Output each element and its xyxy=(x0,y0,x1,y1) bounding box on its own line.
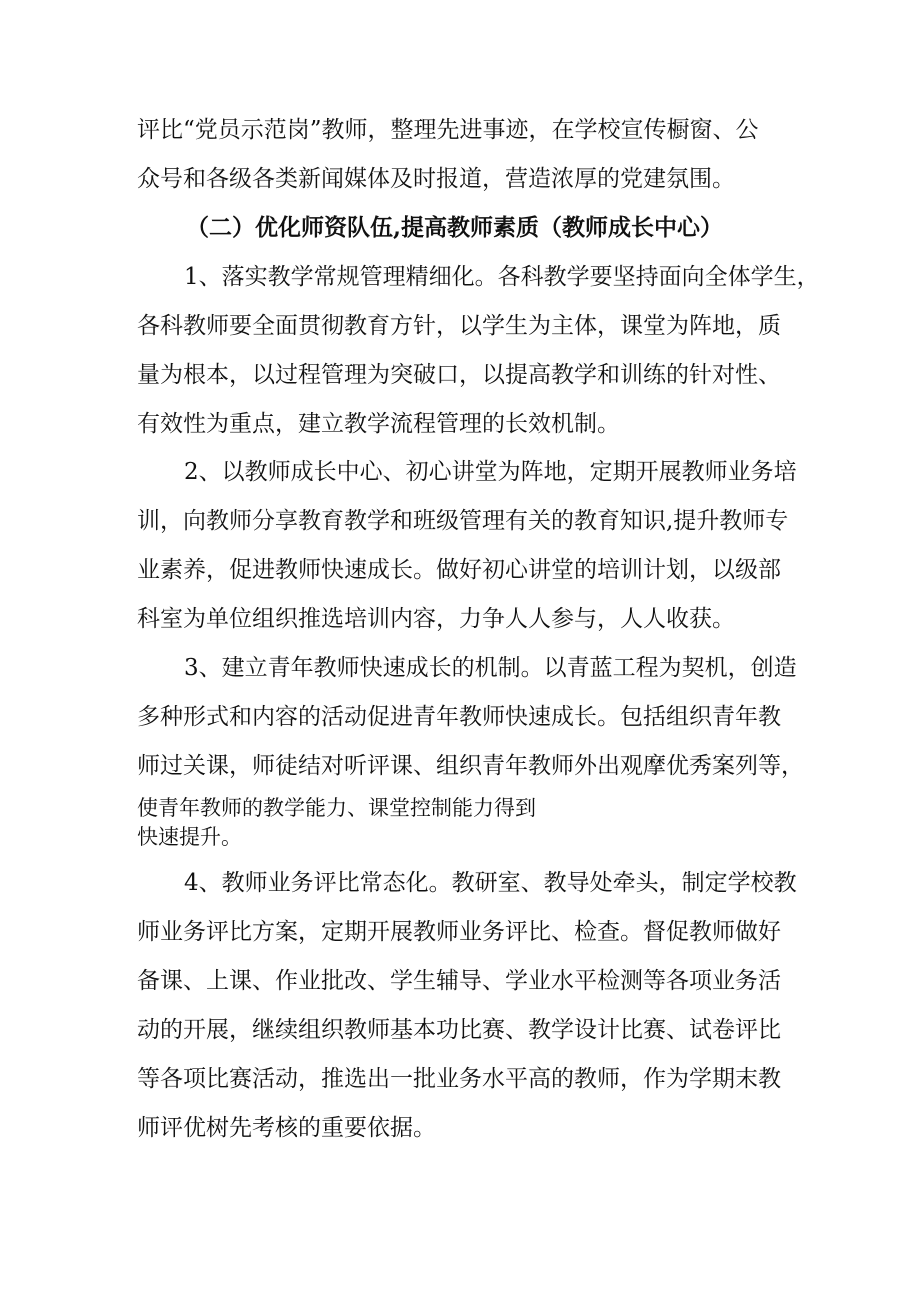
paragraph-line: 4、教师业务评比常态化。教研室、教导处牵头，制定学校教 xyxy=(184,870,797,896)
paragraph-line: 动的开展，继续组织教师基本功比赛、教学设计比赛、试卷评比 xyxy=(137,1017,781,1043)
section-heading: （二）优化师资队伍,提高教师素质（教师成长中心） xyxy=(186,214,724,241)
paragraph-line: 多种形式和内容的活动促进青年教师快速成长。包括组织青年教 xyxy=(137,704,781,730)
paragraph-line: 量为根本，以过程管理为突破口，以提高教学和训练的针对性、 xyxy=(137,362,781,388)
paragraph-line: 有效性为重点，建立教学流程管理的长效机制。 xyxy=(137,411,620,437)
paragraph-line: 使青年教师的教学能力、课堂控制能力得到 xyxy=(137,796,536,820)
paragraph-line: 快速提升。 xyxy=(137,825,242,849)
paragraph-line: 备课、上课、作业批改、学生辅导、学业水平检测等各项业务活 xyxy=(137,968,781,994)
paragraph-line: 师评优树先考核的重要依据。 xyxy=(137,1115,436,1141)
paragraph-line: 3、建立青年教师快速成长的机制。以青蓝工程为契机，创造 xyxy=(184,655,797,681)
paragraph-line: 等各项比赛活动，推选出一批业务水平高的教师，作为学期末教 xyxy=(137,1066,781,1092)
paragraph-line: 评比“党员示范岗”教师，整理先进事迹，在学校宣传橱窗、公 xyxy=(137,117,759,143)
paragraph-line: 科室为单位组织推选培训内容，力争人人参与，人人收获。 xyxy=(137,606,735,632)
paragraph-line: 众号和各级各类新闻媒体及时报道，营造浓厚的党建氛围。 xyxy=(137,166,735,192)
paragraph-line: 业素养，促进教师快速成长。做好初心讲堂的培训计划，以级部 xyxy=(137,557,781,583)
paragraph-line: 师业务评比方案，定期开展教师业务评比、检查。督促教师做好 xyxy=(137,919,781,945)
paragraph-line: 2、以教师成长中心、初心讲堂为阵地，定期开展教师业务培 xyxy=(184,459,797,485)
paragraph-line: 各科教师要全面贯彻教育方针，以学生为主体，课堂为阵地，质 xyxy=(137,313,781,339)
paragraph-line: 1、落实教学常规管理精细化。各科教学要坚持面向全体学生， xyxy=(184,264,820,290)
paragraph-line: 训，向教师分享教育教学和班级管理有关的教育知识,提升教师专 xyxy=(137,508,789,534)
paragraph-line: 师过关课，师徒结对听评课、组织青年教师外出观摩优秀案列等， xyxy=(137,753,804,779)
